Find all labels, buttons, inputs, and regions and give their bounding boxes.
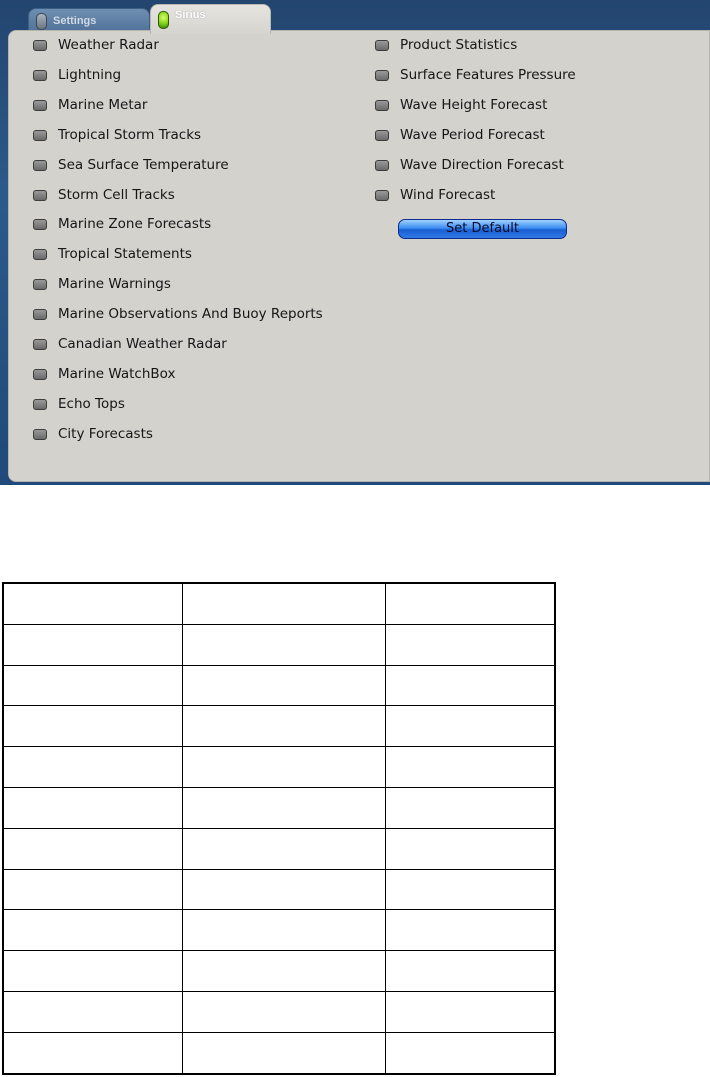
option-toggle[interactable] bbox=[33, 215, 353, 235]
toggle-indicator-icon bbox=[33, 369, 47, 380]
toggle-indicator-icon bbox=[33, 249, 47, 260]
table-row bbox=[3, 910, 555, 951]
table-cell bbox=[183, 951, 386, 992]
option-toggle[interactable] bbox=[33, 186, 353, 206]
option-toggle[interactable] bbox=[33, 425, 353, 445]
table-cell bbox=[386, 951, 556, 992]
option-label: Echo Tops bbox=[58, 395, 125, 412]
sirius-options-panel bbox=[8, 30, 710, 482]
toggle-indicator-icon bbox=[33, 309, 47, 320]
empty-table bbox=[2, 582, 556, 1075]
option-toggle[interactable] bbox=[33, 395, 353, 415]
option-label: Tropical Statements bbox=[58, 246, 192, 263]
toggle-indicator-icon bbox=[33, 160, 47, 171]
toggle-indicator-icon bbox=[375, 130, 389, 141]
option-toggle[interactable] bbox=[33, 126, 353, 146]
table-cell bbox=[183, 869, 386, 910]
table-cell bbox=[183, 910, 386, 951]
toggle-indicator-icon bbox=[33, 339, 47, 350]
table-cell bbox=[386, 991, 556, 1032]
table-cell bbox=[3, 951, 183, 992]
option-toggle[interactable] bbox=[33, 305, 353, 325]
table-cell bbox=[386, 910, 556, 951]
table-cell bbox=[3, 1032, 183, 1073]
table-cell bbox=[3, 583, 183, 624]
table-row bbox=[3, 665, 555, 706]
table-cell bbox=[386, 665, 556, 706]
table-row bbox=[3, 951, 555, 992]
table-cell bbox=[183, 706, 386, 747]
table-cell bbox=[3, 747, 183, 788]
table-cell bbox=[183, 991, 386, 1032]
table-cell bbox=[3, 665, 183, 706]
table-cell bbox=[386, 1032, 556, 1073]
table-cell bbox=[183, 828, 386, 869]
tab-active-indicator-icon bbox=[158, 11, 169, 29]
toggle-indicator-icon bbox=[33, 429, 47, 440]
tab-sirius-label: Sirius bbox=[175, 9, 206, 21]
table-cell bbox=[3, 706, 183, 747]
table-cell bbox=[183, 624, 386, 665]
table-cell bbox=[386, 706, 556, 747]
toggle-indicator-icon bbox=[33, 190, 47, 201]
table-cell bbox=[386, 828, 556, 869]
option-label: Marine WatchBox bbox=[58, 365, 176, 382]
toggle-indicator-icon bbox=[33, 130, 47, 141]
option-label: Tropical Storm Tracks bbox=[58, 126, 202, 143]
table-cell bbox=[183, 583, 386, 624]
toggle-indicator-icon bbox=[33, 399, 47, 410]
table-cell bbox=[183, 665, 386, 706]
option-label: Marine Observations And Buoy Reports bbox=[58, 306, 323, 323]
toggle-indicator-icon bbox=[375, 190, 389, 201]
option-toggle[interactable] bbox=[375, 96, 695, 116]
option-toggle[interactable] bbox=[33, 96, 353, 116]
option-label: Product Statistics bbox=[400, 37, 518, 53]
toggle-indicator-icon bbox=[33, 219, 47, 230]
option-toggle[interactable] bbox=[33, 36, 353, 56]
table-row bbox=[3, 828, 555, 869]
table-row bbox=[3, 747, 555, 788]
toggle-indicator-icon bbox=[375, 100, 389, 111]
toggle-indicator-icon bbox=[375, 160, 389, 171]
option-label: Marine Metar bbox=[58, 96, 148, 113]
table-row bbox=[3, 869, 555, 910]
option-label: City Forecasts bbox=[58, 425, 153, 442]
table-cell bbox=[3, 910, 183, 951]
option-label: Canadian Weather Radar bbox=[58, 336, 227, 352]
option-toggle[interactable] bbox=[375, 126, 695, 146]
option-label: Marine Warnings bbox=[58, 276, 171, 293]
table-cell bbox=[3, 624, 183, 665]
option-label: Wave Period Forecast bbox=[400, 126, 545, 143]
table-cell bbox=[386, 787, 556, 828]
option-label: Wave Height Forecast bbox=[400, 96, 548, 113]
table-row bbox=[3, 787, 555, 828]
table-row bbox=[3, 706, 555, 747]
table-row bbox=[3, 624, 555, 665]
table-row bbox=[3, 991, 555, 1032]
table-row bbox=[3, 583, 555, 624]
toggle-indicator-icon bbox=[33, 100, 47, 111]
tab-settings-label: Settings bbox=[53, 15, 97, 27]
option-toggle[interactable] bbox=[33, 156, 353, 176]
table-cell bbox=[183, 1032, 386, 1073]
option-toggle[interactable] bbox=[375, 66, 695, 86]
table-cell bbox=[3, 787, 183, 828]
toggle-indicator-icon bbox=[33, 279, 47, 290]
toggle-indicator-icon bbox=[375, 40, 389, 51]
table-cell bbox=[3, 991, 183, 1032]
option-toggle[interactable] bbox=[33, 66, 353, 86]
tab-indicator-icon bbox=[36, 13, 47, 30]
set-default-button[interactable]: Set Default bbox=[398, 219, 567, 239]
table-cell bbox=[386, 624, 556, 665]
option-toggle[interactable] bbox=[375, 186, 695, 206]
table-cell bbox=[183, 787, 386, 828]
sirius-settings-screen bbox=[0, 0, 710, 485]
table-cell bbox=[386, 583, 556, 624]
option-label: Weather Radar bbox=[58, 37, 159, 53]
option-label: Marine Zone Forecasts bbox=[58, 216, 212, 233]
option-toggle[interactable] bbox=[375, 156, 695, 176]
option-label: Lightning bbox=[58, 66, 122, 83]
option-label: Storm Cell Tracks bbox=[58, 186, 175, 203]
option-label: Surface Features Pressure bbox=[400, 66, 576, 83]
option-toggle[interactable] bbox=[33, 365, 353, 385]
table-row bbox=[3, 1032, 555, 1073]
table-cell bbox=[386, 869, 556, 910]
option-label: Wind Forecast bbox=[400, 186, 496, 203]
tab-sirius[interactable] bbox=[150, 4, 271, 34]
option-toggle[interactable] bbox=[33, 245, 353, 265]
toggle-indicator-icon bbox=[33, 40, 47, 51]
toggle-indicator-icon bbox=[33, 70, 47, 81]
option-label: Sea Surface Temperature bbox=[58, 156, 229, 173]
table-cell bbox=[183, 747, 386, 788]
option-toggle[interactable] bbox=[33, 335, 353, 355]
option-label: Wave Direction Forecast bbox=[400, 156, 564, 173]
table-cell bbox=[3, 828, 183, 869]
toggle-indicator-icon bbox=[375, 70, 389, 81]
table-cell bbox=[386, 747, 556, 788]
option-toggle[interactable] bbox=[33, 275, 353, 295]
option-toggle[interactable] bbox=[375, 36, 695, 56]
table-cell bbox=[3, 869, 183, 910]
